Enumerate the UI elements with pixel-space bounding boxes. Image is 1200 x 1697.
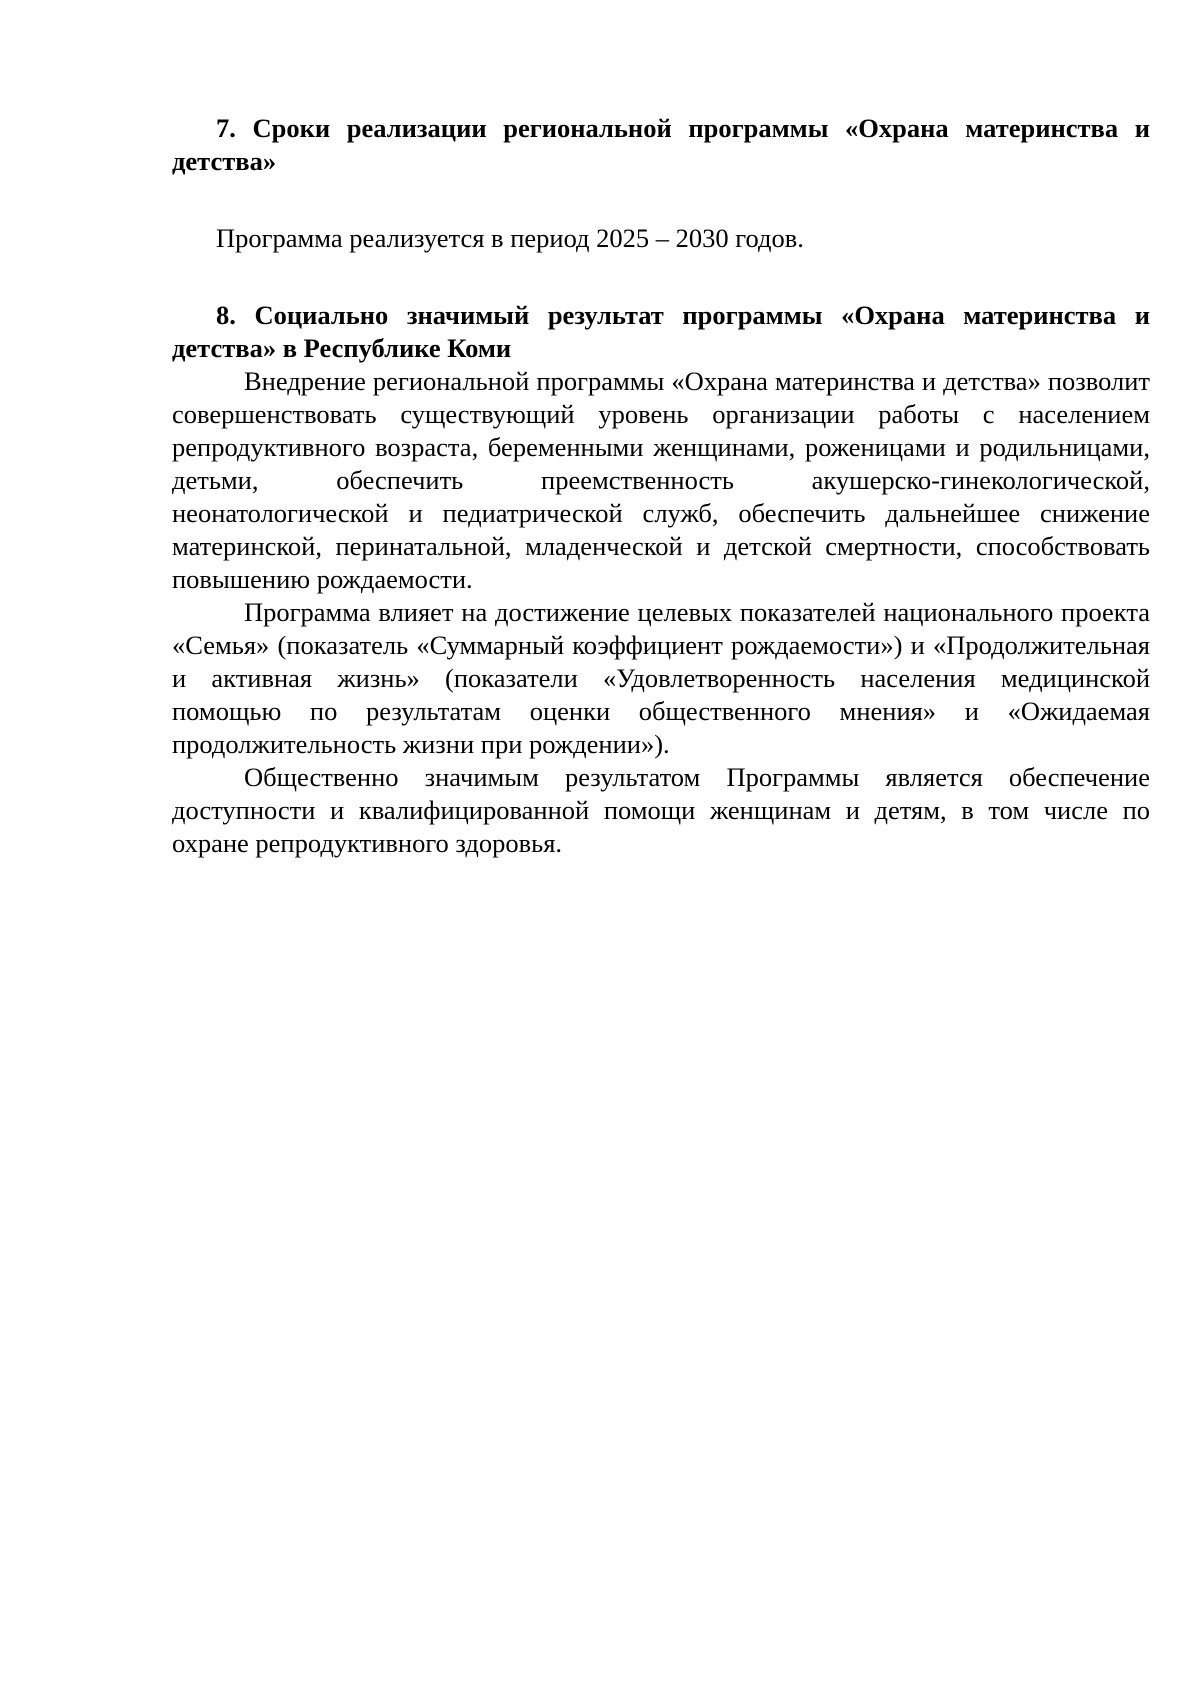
section-7-text: Программа реализуется в период 2025 – 2030 годов.	[216, 223, 804, 253]
section-8-paragraph-2: Программа влияет на достижение целевых показателей национального проекта «Семья» (показатель «Суммарный коэффициент рождаемости») и «Продолжительная и активная жизнь» (показатели «Удовлетворенность населения медицинской помощью по результатам оценки общественного мнения» и «Ожидаемая продолжительность жизни при рождении»).	[172, 597, 1150, 759]
section-8-paragraph-1: Внедрение региональной программы «Охрана материнства и детства» позволит совершенствовать существующий уровень организации работы с населением репродуктивного возраста, беременными женщинами, роженицами и родильницами, детьми, обеспечить преемственность акушерско-гинекологической, неонатологической и педиатрической служб, обеспечить дальнейшее снижение материнской, перинатальной, младенческой и детской смертности, способствовать повышению рождаемости.	[172, 366, 1150, 594]
section-8	[172, 299, 1150, 860]
document-page	[172, 112, 1150, 860]
section-8-heading: 8. Социально значимый результат программы «Охрана материнства и детства» в Республике Коми	[172, 300, 1150, 363]
section-7-heading: 7. Сроки реализации региональной программы «Охрана материнства и детства»	[172, 113, 1150, 176]
section-8-paragraph-3: Общественно значимым результатом Программы является обеспечение доступности и квалифицированной помощи женщинам и детям, в том числе по охране репродуктивного здоровья.	[172, 762, 1150, 858]
section-7	[172, 112, 1150, 255]
